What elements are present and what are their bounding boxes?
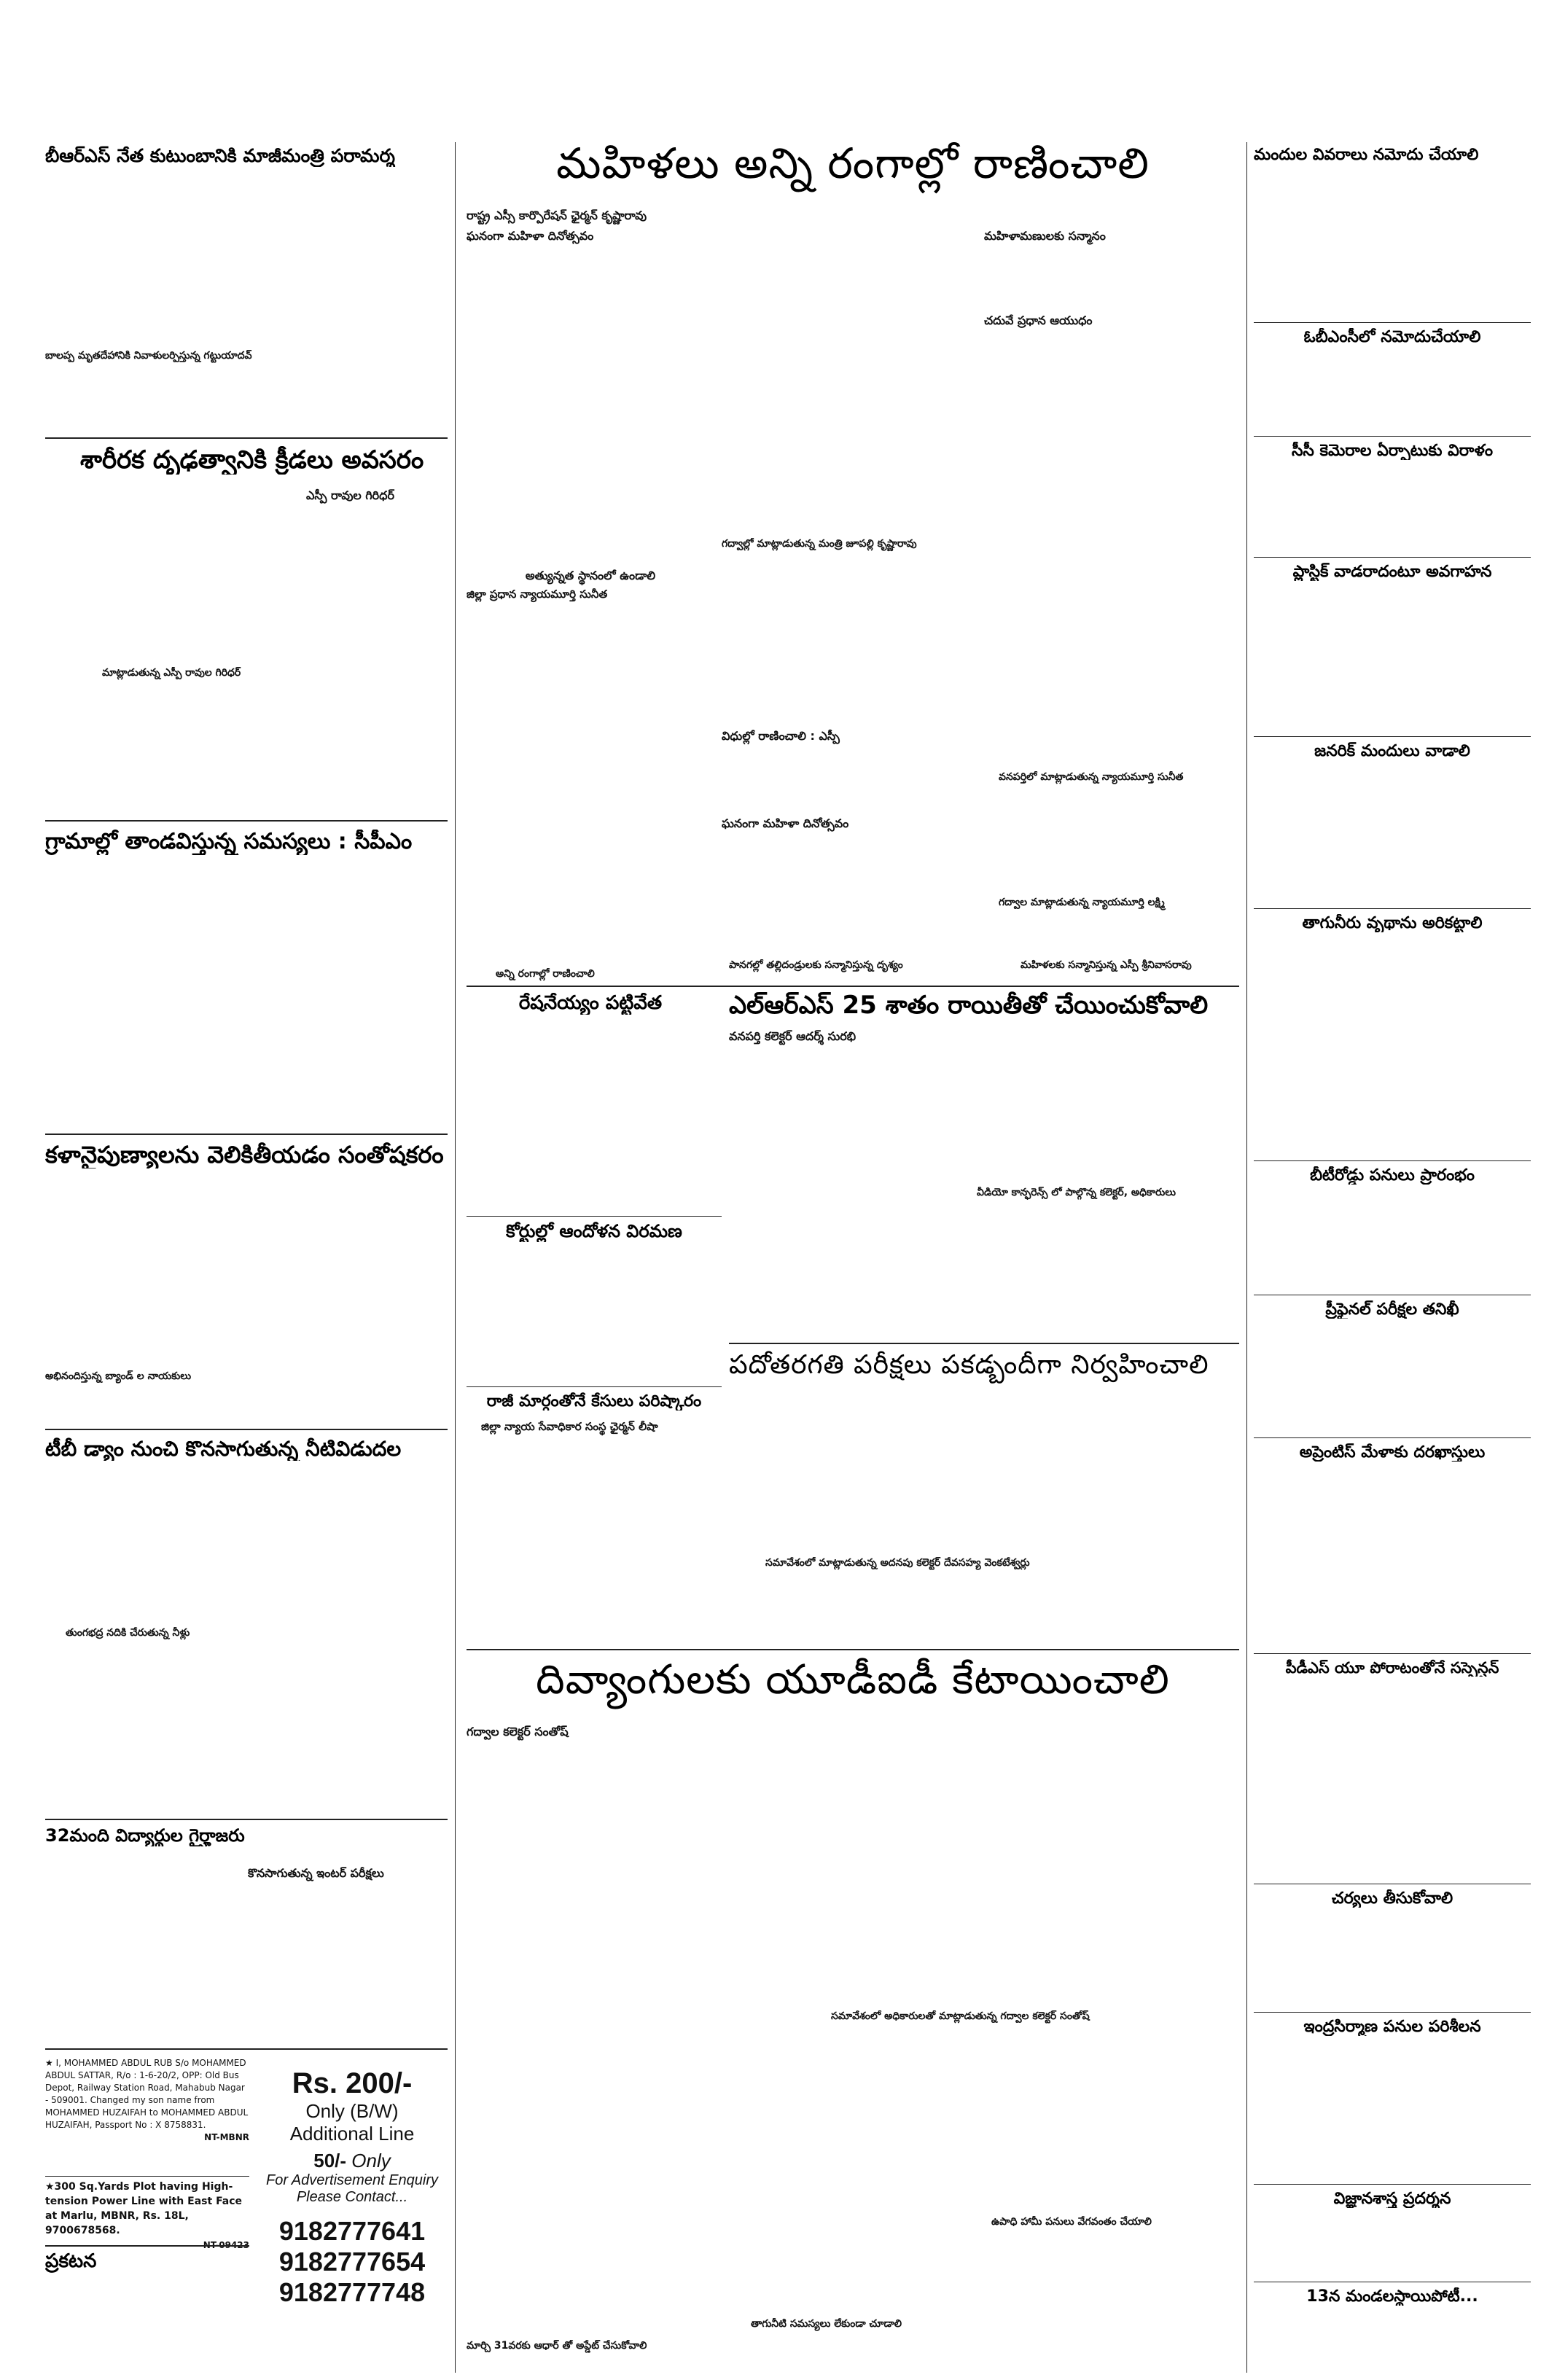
headline-lrs: ఎల్ఆర్ఎస్ 25 శాతం రాయితీతో చేయించుకోవాలి	[729, 991, 1209, 1020]
photo-caption: పానగల్లో తల్లిదండ్రులకు సన్మానిస్తున్న దృశ్యం	[729, 959, 903, 971]
article-text	[1254, 1684, 1531, 1881]
classified-code: NT-MBNR	[204, 2132, 249, 2142]
ad-price: Rs. 200/-	[292, 2067, 413, 2099]
photo-judge-2	[984, 787, 1239, 904]
article-text	[467, 1440, 722, 1615]
photo-judge-1	[984, 569, 1239, 773]
article-text	[467, 1248, 722, 1379]
headline-udid: దివ్యాంగులకు యూడీఐడీ కేటాయించాలి	[536, 1656, 1170, 1704]
article-text	[1254, 172, 1531, 318]
notice-text	[45, 2282, 249, 2362]
subheading: ఎస్పీ రావుల గిరిధర్	[306, 488, 394, 502]
headline-col4: ప్లాస్టిక్ వాడరాదంటూ అవగాహన	[1292, 563, 1492, 581]
article-text	[1254, 2042, 1531, 2181]
headline-col4: జనరిక్ మందులు వాడాలి	[1314, 742, 1470, 760]
headline-col4: పీడీఎస్ యూ పోరాటంతోనే సస్పెన్షన్	[1285, 1659, 1499, 1677]
classified-plot	[45, 2180, 249, 2252]
article-text	[1254, 353, 1531, 433]
headline-col1-3: గ్రామాల్లో తాండవిస్తున్న సమస్యలు : సీపీఎం	[45, 830, 413, 854]
article-text	[45, 1389, 448, 1432]
article-text	[45, 1647, 448, 1815]
photo-caption: అభినందిస్తున్న బ్యాండ్ ల నాయకులు	[45, 1370, 192, 1382]
ad-price2: 50/-	[313, 2150, 347, 2172]
photo-caption: గద్వాల మాట్లాడుతున్న న్యాయమూర్తి లక్ష్మి	[999, 897, 1165, 908]
article-text	[467, 251, 714, 762]
ad-only-bw: Only (B/W)	[305, 2100, 399, 2122]
subheading: జిల్లా ప్రధాన న్యాయమూర్తి సునీత	[467, 588, 608, 601]
classified-text: ★ I, MOHAMMED ABDUL RUB S/o MOHAMMED ABDUL SATTAR, R/o : 1-6-20/2, OPP: Old Bus Depot, Railway Station Road, Mahabub Nagar - 509001. Changed my son name from MOHAMMED HUZAIFAH to MOHAMMED ABDUL HUZAIFAH, Passport No : X 8758831.	[45, 2058, 249, 2130]
ad-phone: 9182777641	[278, 2216, 426, 2246]
article-text	[729, 2030, 980, 2358]
article-text	[1254, 588, 1531, 733]
article-text	[45, 692, 448, 816]
article-text	[45, 370, 448, 440]
article-text	[1254, 767, 1531, 905]
notice-title: ప్రకటన	[45, 2251, 97, 2272]
photo-women-event	[467, 795, 714, 962]
photo-udid-meeting	[729, 1720, 1239, 2005]
article-text	[262, 175, 448, 394]
headline-col4: 13న మండలస్థాయిపోటీ...	[1306, 2287, 1478, 2306]
article-text	[1254, 1914, 1531, 2009]
photo-ssc	[729, 1392, 1108, 1553]
ad-contact: Please Contact...	[296, 2189, 408, 2205]
headline-col1-5: టీబీ డ్యాం నుంచి కొనసాగుతున్న నీటివిడుదల	[45, 1437, 402, 1461]
ad-only: Only	[351, 2150, 391, 2172]
article-text	[292, 510, 448, 685]
article-text	[1254, 467, 1531, 554]
headline-col1-1: బీఆర్ఎస్ నేత కుటుంబానికి మాజీమంత్రి పరామర్శ	[45, 146, 395, 166]
headline-col4: విజ్ఞానశాస్త్ర ప్రదర్శన	[1333, 2190, 1451, 2208]
subheading: విధుల్లో రాణించాలి : ఎస్పీ	[722, 729, 840, 743]
headline-court: కోర్టుల్లో ఆందోళన విరమణ	[506, 1222, 682, 1241]
subheading: జిల్లా న్యాయ సేవాధికార సంస్థ ఛైర్మన్ లీషా	[481, 1420, 658, 1433]
headline-ration: రేషనేయ్యం పట్టివేత	[518, 993, 663, 1014]
headline-ssc: పదోతరగతి పరీక్షలు పకడ్బందీగా నిర్వహించాలి	[729, 1350, 1209, 1380]
photo-minister	[722, 211, 977, 532]
photo-caption: మహిళలకు సన్మానిస్తున్న ఎస్పీ శ్రీనివాసరావు	[1021, 959, 1192, 971]
ad-enquiry: For Advertisement Enquiry	[265, 2172, 438, 2188]
article-text	[1254, 1191, 1531, 1293]
advertisement-box	[257, 2063, 448, 2369]
photo-caption: అన్ని రంగాల్లో రాణించాలి	[496, 968, 595, 980]
article-text	[984, 211, 1239, 576]
headline-col1-4: కళానైపుణ్యాలను వెలికితీయడం సంతోషకరం	[45, 1142, 444, 1168]
photo-caption: సమావేశంలో అధికారులతో మాట్లాడుతున్న గద్వాల కలెక్టర్ సంతోష్	[831, 2010, 1090, 2022]
photo-caption: మాట్లాడుతున్న ఎస్పీ రావుల గిరిధర్	[102, 667, 241, 679]
headline-col4: మందుల వివరాలు నమోదు చేయాలి	[1254, 146, 1479, 164]
headline-lok-adalat: రాజీ మార్గంతోనే కేసులు పరిష్కారం	[486, 1392, 702, 1411]
subheading: ఘనంగా మహిళా దినోత్సవం	[722, 816, 849, 830]
photo-panagal	[722, 875, 977, 926]
photo-video-conference	[977, 1035, 1239, 1181]
headline-col4: ఓబీఎంసీలో నమోదుచేయాలి	[1303, 328, 1481, 346]
subheading: రాష్ట్ర ఎస్సీ కార్పొరేషన్ ఛైర్మన్ కృష్ణారావు	[467, 208, 647, 222]
article-text	[977, 1203, 1239, 1334]
article-text	[1254, 939, 1531, 1158]
photo-caption: బాలప్ప మృతదేహానికి నివాళులర్పిస్తున్న గట్టుయాదవ్	[45, 350, 252, 362]
article-text	[270, 1181, 448, 1370]
photo-caption: వనపర్తిలో మాట్లాడుతున్న న్యాయమూర్తి సునీత	[999, 771, 1184, 783]
article-text	[45, 1472, 235, 1626]
subheading: తాగునీటి సమస్యలు లేకుండా చూడాలి	[751, 2318, 902, 2330]
article-text	[45, 867, 448, 1130]
subheading: ఘనంగా మహిళా దినోత్సవం	[467, 229, 594, 243]
article-text	[1254, 2312, 1531, 2371]
headline-col4: తాగునీరు వృథాను అరికట్టాలి	[1302, 914, 1483, 932]
headline-col4: చర్యలు తీసుకోవాలి	[1331, 1889, 1453, 1908]
headline-col1-2: శారీరక దృఢత్వానికి క్రీడలు అవసరం	[80, 446, 424, 475]
article-text	[1254, 1325, 1531, 1435]
headline-col1-6: 32మంది విద్యార్థుల గైర్హాజరు	[45, 1826, 245, 1846]
headline-col4: ప్రీఫైనల్ పరీక్షల తనిఖీ	[1325, 1300, 1459, 1319]
article-text	[45, 1855, 448, 2045]
ad-additional-line: Additional Line	[289, 2123, 415, 2145]
article-text	[467, 1746, 722, 2358]
article-text	[1115, 1392, 1239, 1560]
article-text	[729, 1575, 1239, 1640]
subheading: చదువే ప్రధాన ఆయుధం	[984, 313, 1093, 327]
subheading: కొనసాగుతున్న ఇంటర్ పరీక్షలు	[248, 1866, 384, 1880]
subheading: వనపర్తి కలెక్టర్ ఆదర్శ్ సురభి	[729, 1029, 856, 1043]
photo-caption: తుంగభద్ర నదికి చేరుతున్న నీళ్లు	[66, 1627, 190, 1639]
article-text	[467, 1021, 722, 1210]
subheading: గద్వాల కలెక్టర్ సంతోష్	[467, 1725, 569, 1739]
subheading: అత్యున్నత స్థానంలో ఉండాలి	[525, 569, 656, 582]
photo-dam	[241, 1472, 448, 1626]
headline-col4: బీటీరోడ్డు పనులు ప్రారంభం	[1310, 1166, 1475, 1185]
article-text	[729, 1050, 969, 1341]
classified-text: ★300 Sq.Yards Plot having High-tension Power Line with East Face at Marlu, MBNR, Rs. 18L, 9700678568.	[45, 2181, 243, 2236]
article-text	[1254, 1468, 1531, 1650]
photo-caption: సమావేశంలో మాట్లాడుతున్న అదనపు కలెక్టర్ దేవసహ్య వెంకటేశ్వర్లు	[765, 1557, 1030, 1569]
photo-caption: వీడియో కాన్ఫరెన్స్ లో పాల్గొన్న కలెక్టర్, అధికారులు	[977, 1187, 1176, 1198]
headline-col4: అప్రెంటిస్ మేళాకు దరఖాస్తులు	[1299, 1443, 1486, 1462]
photo-sports	[45, 510, 286, 685]
photo-caption: గద్వాల్లో మాట్లాడుతున్న మంత్రి జూపల్లి కృష్ణారావు	[722, 538, 917, 550]
ad-phone: 9182777748	[278, 2277, 426, 2307]
subheading: మార్చి 31వరకు ఆధార్ తో అప్డేట్ చేసుకోవాలి	[467, 2340, 647, 2352]
headline-col4: సీసీ కెమెరాల ఏర్పాటుకు విరాళం	[1291, 442, 1493, 460]
ad-phone: 9182777654	[278, 2247, 426, 2276]
article-text	[1254, 2215, 1531, 2280]
photo-balappa	[45, 175, 255, 343]
subheading: ఉపాధి హామీ పనులు వేగవంతం చేయాలి	[991, 2216, 1152, 2228]
headline-col4: ఇంద్రసిర్మాణ పనుల పరిశీలన	[1303, 2018, 1481, 2036]
article-text	[988, 2030, 1239, 2358]
photo-band	[45, 1181, 264, 1363]
classified-name-change	[45, 2057, 249, 2144]
main-headline: మహిళలు అన్ని రంగాల్లో రాణించాలి	[556, 138, 1150, 188]
subheading: మహిళామణులకు సన్మానం	[984, 229, 1106, 243]
